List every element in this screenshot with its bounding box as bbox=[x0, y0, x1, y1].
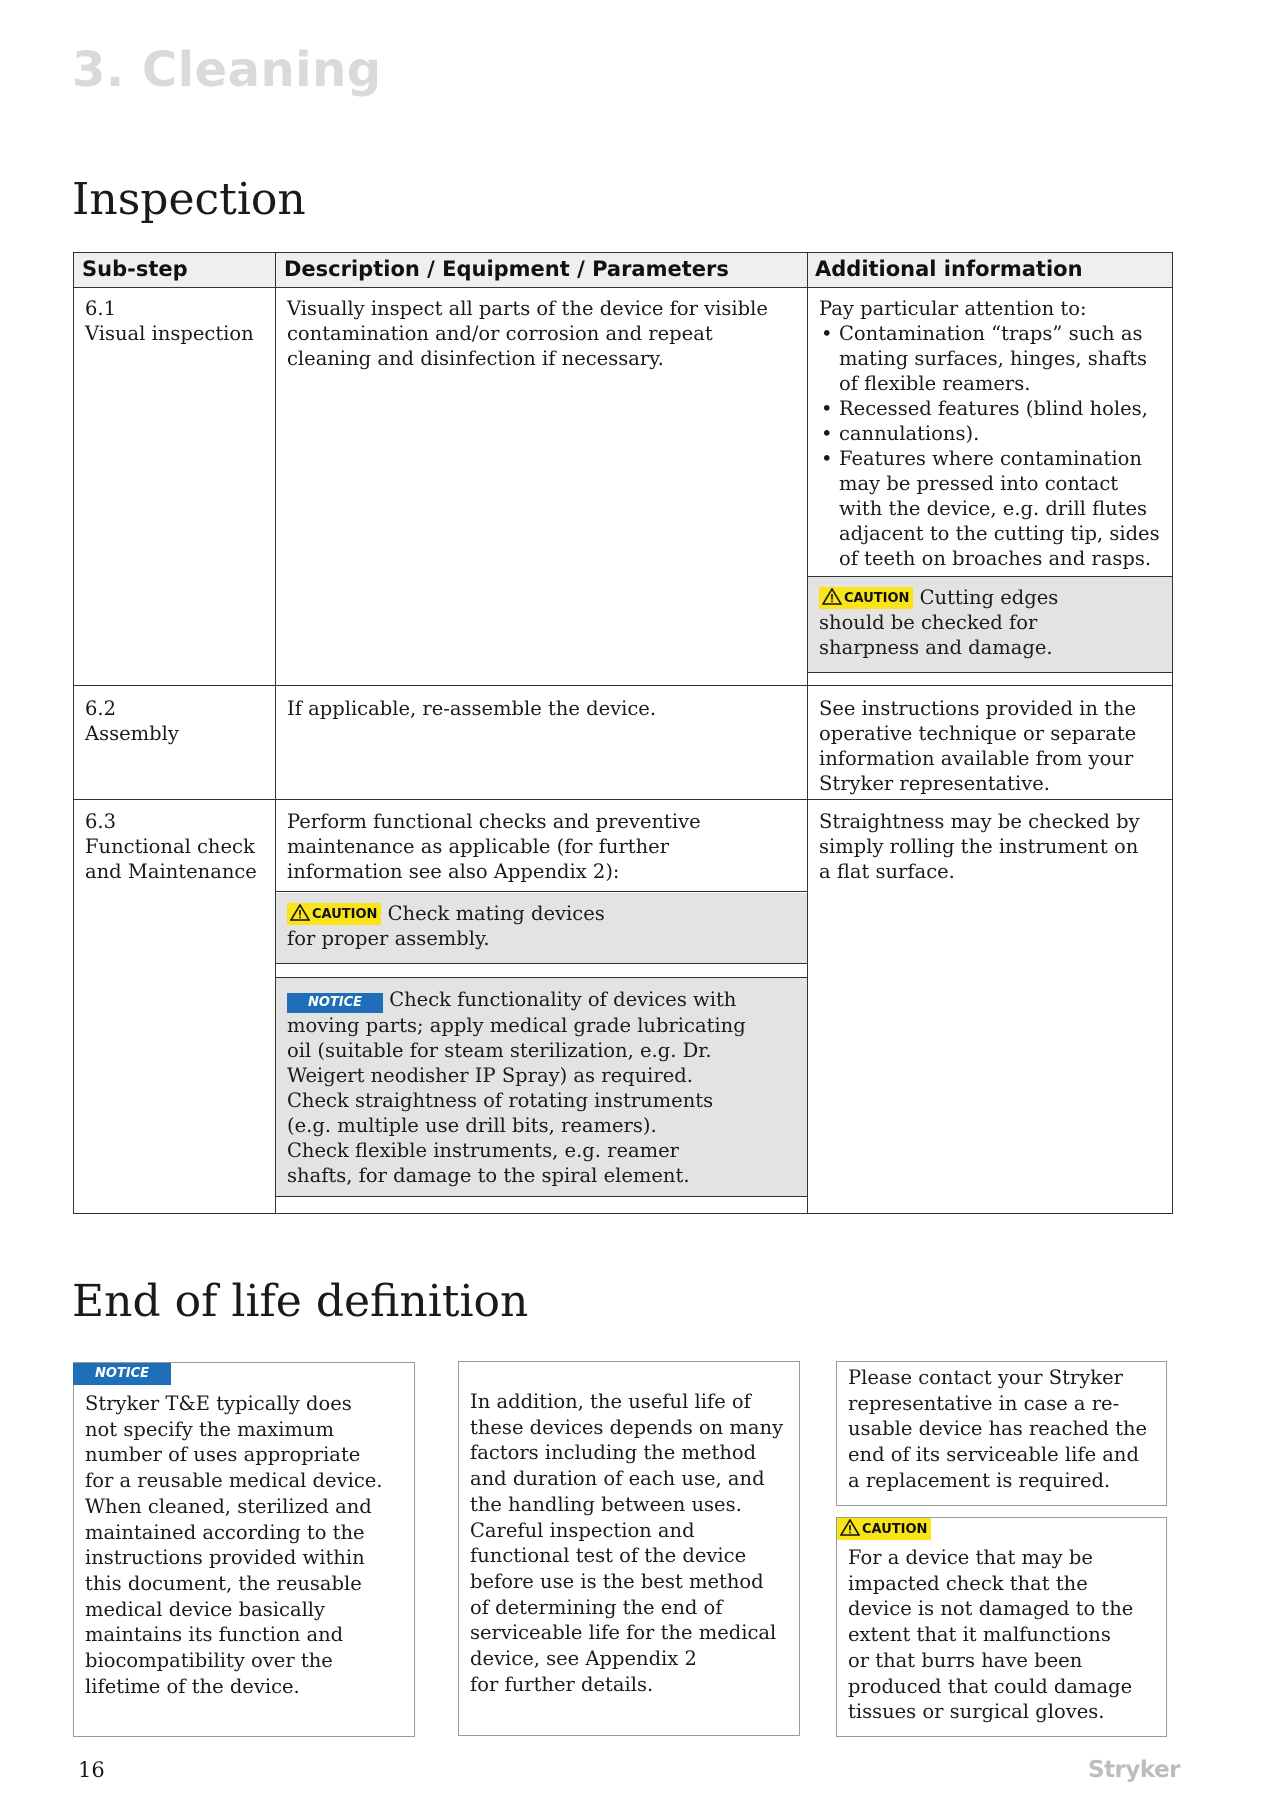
description-6-3: Perform functional checks and preventive maintenance as applicable (for further information see also Appendix 2): bbox=[287, 810, 701, 883]
list-item: • Features where contamination may be pressed into contact with the device, e.g. drill flutes adjacent to the cutting tip, sides of teeth on broaches and rasps. bbox=[819, 446, 1160, 571]
info-6-2: See instructions provided in the operative technique or separate information available from your Stryker representative. bbox=[819, 697, 1137, 795]
caution-text-6-1: CAUTION Cutting edges should be checked for sharpness and damage. bbox=[819, 586, 1059, 659]
header-substep: Sub-step bbox=[82, 257, 188, 281]
description-6-1: Visually inspect all parts of the device for visible contamination and/or corrosion and repeat cleaning and disinfection if necessary. bbox=[287, 297, 768, 370]
warning-triangle-icon bbox=[822, 588, 842, 605]
caution-badge: CAUTION bbox=[819, 587, 913, 609]
inspection-table bbox=[73, 252, 1173, 1214]
info-6-1: Pay particular attention to: • Contamination “traps” such as mating surfaces, hinges, shafts of flexible reamers. • Recessed features (blind holes, • cannulations). • Features where contamination may be pressed into contact with the device, e.g. drill flutes adjacent to the cutting tip, sides of teeth on broaches and rasps. bbox=[819, 296, 1160, 571]
description-6-2: If applicable, re-assemble the device. bbox=[287, 697, 657, 720]
substep-6-3: 6.3 Functional check and Maintenance bbox=[85, 810, 257, 883]
list-item: • Contamination “traps” such as mating surfaces, hinges, shafts of flexible reamers. bbox=[819, 321, 1160, 396]
notice-badge: NOTICE bbox=[287, 993, 383, 1013]
inspection-heading: Inspection bbox=[72, 174, 306, 225]
chapter-title: 3. Cleaning bbox=[72, 42, 382, 98]
list-item: • cannulations). bbox=[819, 421, 1160, 446]
warning-triangle-icon bbox=[290, 904, 310, 921]
end-of-life-text-3: Please contact your Stryker representative in case a re- usable device has reached the end of its serviceable life and a replacement is required. bbox=[848, 1366, 1148, 1492]
substep-6-2: 6.2 Assembly bbox=[85, 697, 179, 745]
notice-text-6-3: NOTICE Check functionality of devices with moving parts; apply medical grade lubricating oil (suitable for steam sterilization, e.g. Dr. Weigert neodisher IP Spray) as required. Check straightness of rotating instruments (e.g. multiple use drill bits, reamers). Check flexible instruments, e.g. reamer shafts, for damage to the spiral element. bbox=[287, 988, 746, 1187]
brand-logo: Stryker bbox=[1088, 1757, 1181, 1783]
caution-text-6-3: CAUTION Check mating devices for proper assembly. bbox=[287, 902, 605, 950]
list-item: • Recessed features (blind holes, bbox=[819, 396, 1160, 421]
end-of-life-text-2: In addition, the useful life of these devices depends on many factors including the method and duration of each use, and the handling between uses. Careful inspection and functional test of the device before use is the best method of determining the end of serviceable life for the medical device, see Appendix 2 for further details. bbox=[470, 1390, 784, 1696]
caution-badge: CAUTION bbox=[837, 1518, 931, 1540]
warning-triangle-icon bbox=[840, 1519, 860, 1536]
notice-badge: NOTICE bbox=[73, 1363, 171, 1385]
attention-list bbox=[819, 321, 1160, 571]
end-of-life-text-4: For a device that may be impacted check that the device is not damaged to the extent that it malfunctions or that burrs have been produced that could damage tissues or surgical gloves. bbox=[848, 1546, 1134, 1724]
substep-6-1: 6.1 Visual inspection bbox=[85, 297, 254, 345]
page-number: 16 bbox=[78, 1758, 105, 1782]
header-additional-info: Additional information bbox=[815, 257, 1083, 281]
info-6-3: Straightness may be checked by simply rolling the instrument on a flat surface. bbox=[819, 810, 1140, 883]
caution-badge: CAUTION bbox=[287, 903, 381, 925]
header-description: Description / Equipment / Parameters bbox=[284, 257, 729, 281]
end-of-life-text-1: Stryker T&E typically does not specify the maximum number of uses appropriate for a reusable medical device. When cleaned, sterilized and maintained according to the instructions provided within this document, the reusable medical device basically maintains its function and biocompatibility over the lifetime of the device. bbox=[85, 1392, 383, 1698]
end-of-life-heading: End of life definition bbox=[72, 1276, 529, 1327]
